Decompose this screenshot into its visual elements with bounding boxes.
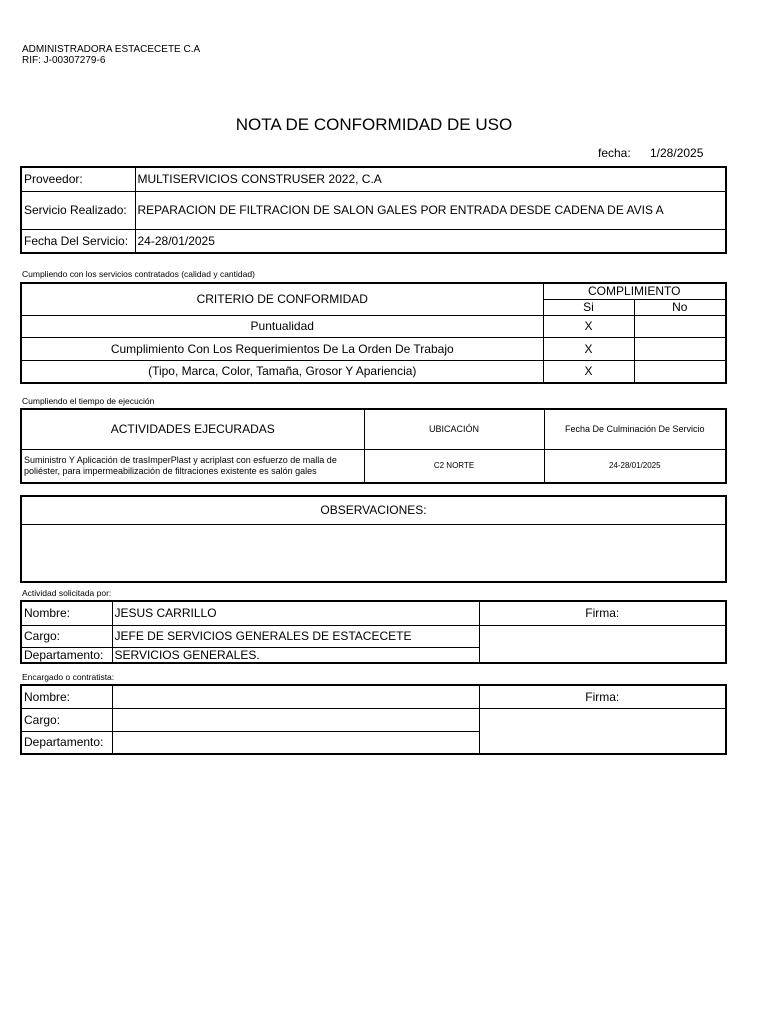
contratista-depto-label: Departamento: (21, 731, 112, 754)
col-ubicacion: UBICACIÓN (364, 409, 544, 449)
solicitada-table (20, 600, 727, 664)
activities-caption: Cumpliendo el tiempo de ejecución (22, 396, 155, 406)
contratista-table (20, 684, 727, 755)
contratista-cargo-label: Cargo: (21, 708, 112, 731)
solicitada-nombre-value: JESUS CARRILLO (112, 601, 479, 625)
contratista-depto-value[interactable] (112, 731, 479, 754)
company-block (22, 44, 200, 66)
solicitada-cargo-value: JEFE DE SERVICIOS GENERALES DE ESTACECETE (112, 625, 479, 647)
si-header: Si (543, 299, 634, 315)
criteria-row-label: Puntualidad (21, 315, 543, 337)
criteria-table (20, 282, 727, 384)
cumplimiento-header: COMPLIMIENTO (543, 283, 726, 299)
contratista-nombre-value[interactable] (112, 685, 479, 708)
observaciones-title: OBSERVACIONES: (21, 496, 726, 524)
contratista-firma-label: Firma: (479, 685, 726, 708)
criteria-row-no (634, 360, 726, 383)
fecha-servicio-value: 24-28/01/2025 (135, 229, 726, 253)
col-fecha: Fecha De Culminación De Servicio (544, 409, 726, 449)
solicitada-firma-box[interactable] (479, 625, 726, 663)
company-rif: RIF: J-00307279-6 (22, 55, 106, 66)
solicitada-firma-label: Firma: (479, 601, 726, 625)
criteria-row-no (634, 337, 726, 360)
criteria-row-si: X (543, 315, 634, 337)
solicitada-cargo-label: Cargo: (21, 625, 112, 647)
contratista-caption: Encargado o contratista: (22, 672, 115, 682)
fecha-value: 1/28/2025 (650, 146, 704, 160)
fecha-label: fecha: (598, 146, 631, 160)
proveedor-label: Proveedor: (21, 167, 135, 191)
solicitada-nombre-label: Nombre: (21, 601, 112, 625)
proveedor-value: MULTISERVICIOS CONSTRUSER 2022, C.A (135, 167, 726, 191)
solicitada-depto-value: SERVICIOS GENERALES. (112, 647, 479, 663)
servicio-value: REPARACION DE FILTRACION DE SALON GALES POR ENTRADA DESDE CADENA DE AVIS A (135, 191, 726, 229)
no-header: No (634, 299, 726, 315)
servicio-label: Servicio Realizado: (21, 191, 135, 229)
criteria-row-label: (Tipo, Marca, Color, Tamaña, Grosor Y Apariencia) (21, 360, 543, 383)
criteria-row-label: Cumplimiento Con Los Requerimientos De La Orden De Trabajo (21, 337, 543, 360)
activity-description: Suministro Y Aplicación de trasImperPlast y acriplast con esfuerzo de malla de poliéster, para impermeabilización de filtraciones existente es salón gales (21, 449, 364, 483)
criteria-row-si: X (543, 337, 634, 360)
contratista-cargo-value[interactable] (112, 708, 479, 731)
col-actividades: ACTIVIDADES EJECURADAS (21, 409, 364, 449)
criteria-row-si: X (543, 360, 634, 383)
observaciones-table (20, 495, 727, 583)
info-table (20, 166, 727, 254)
criteria-caption: Cumpliendo con los servicios contratados (calidad y cantidad) (22, 269, 255, 279)
company-name: ADMINISTRADORA ESTACECETE C.A (22, 44, 201, 55)
observaciones-field[interactable] (21, 524, 726, 582)
document-title: NOTA DE CONFORMIDAD DE USO (235, 115, 513, 134)
contratista-nombre-label: Nombre: (21, 685, 112, 708)
fecha-servicio-label: Fecha Del Servicio: (21, 229, 135, 253)
solicitada-depto-label: Departamento: (21, 647, 112, 663)
activity-fecha: 24-28/01/2025 (544, 449, 726, 483)
contratista-firma-box[interactable] (479, 708, 726, 754)
criteria-row-no (634, 315, 726, 337)
criteria-header: CRITERIO DE CONFORMIDAD (21, 283, 543, 315)
activities-table (20, 408, 727, 484)
activity-ubicacion: C2 NORTE (364, 449, 544, 483)
solicitada-caption: Actividad solicitada por: (22, 588, 112, 598)
